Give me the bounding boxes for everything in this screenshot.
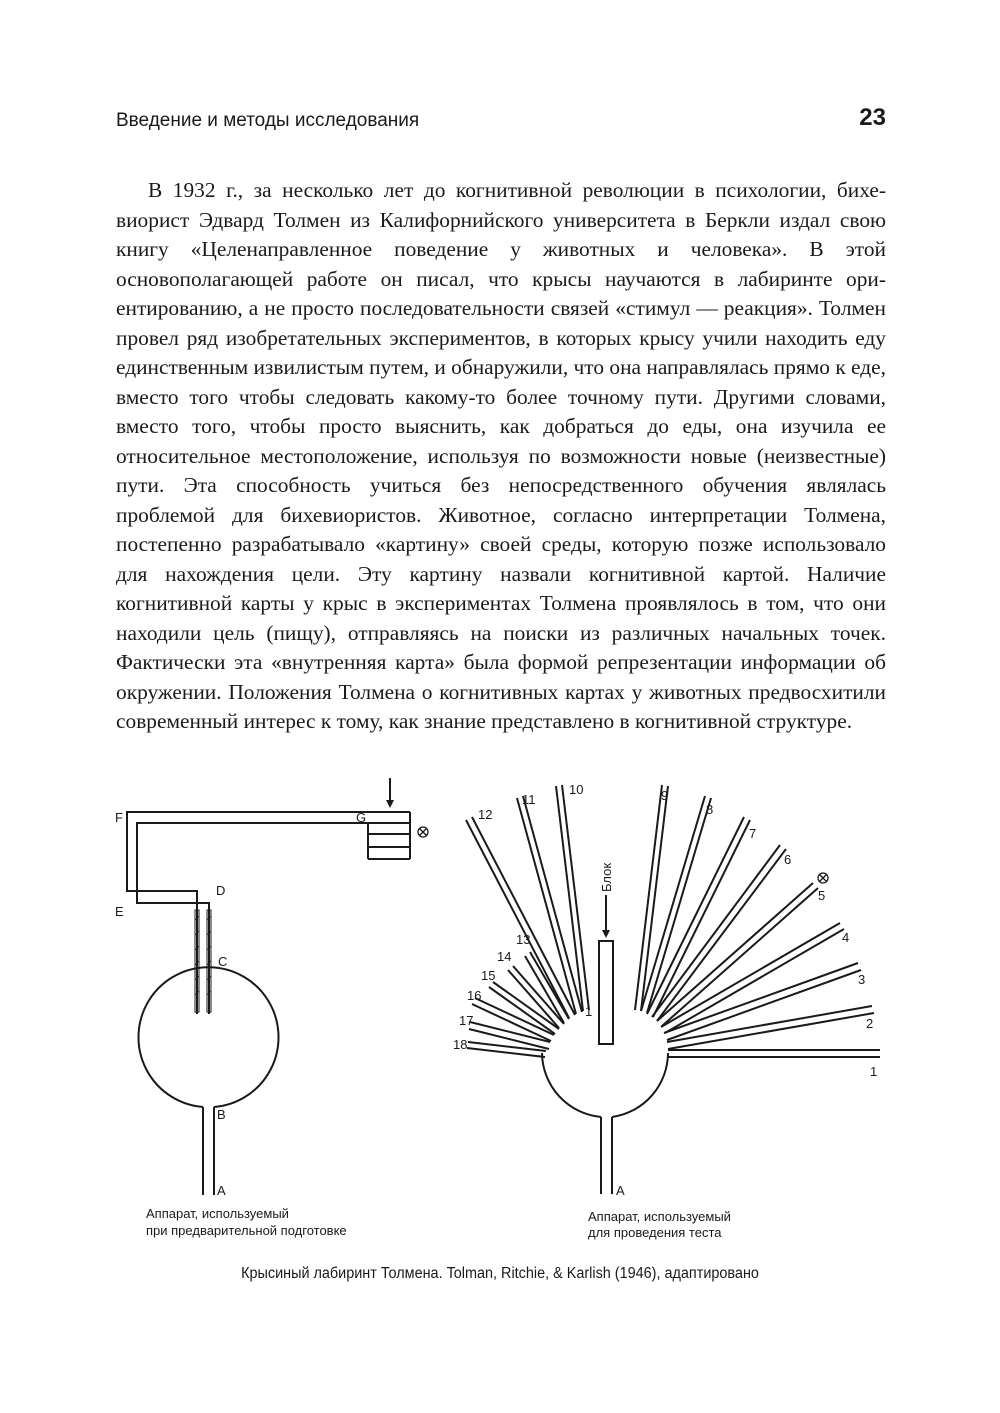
training-caption-line2: при предварительной подготовке bbox=[146, 1223, 347, 1238]
path-number: 12 bbox=[478, 807, 493, 822]
label-e: E bbox=[115, 904, 124, 919]
label-a: A bbox=[217, 1183, 226, 1198]
path-number: 13 bbox=[516, 932, 531, 947]
training-path-inner bbox=[127, 812, 368, 912]
food-icon-test bbox=[818, 873, 828, 883]
radial-paths bbox=[466, 785, 880, 1057]
maze-figure bbox=[100, 770, 900, 1240]
path-number: 6 bbox=[784, 852, 792, 867]
training-path-outer bbox=[137, 823, 368, 912]
body-paragraph: В 1932 г., за несколько лет до когнитивной революции в психологии, бихевиорист Эдвард Толмен из Калифорнийского университета в Беркли издал свою книгу «Целенаправленное поведение у животных и человека». В этой основополагающей работе он писал, что крысы научаются в лабиринте ориентированию, а не просто последовательности связей «стимул — реакция». Толмен провел ряд изобретательных экспериментов, в которых крысу учили находить еду единственным извилистым путем, и обнаружили, что она направлялась прямо к еде, вместо того чтобы следовать какому-то более точному пути. Другими словами, вместо того, чтобы просто выяснить, как добраться до еды, она изучила ее относительное местоположение, используя по возможности новые (неизвестные) пути. Эта способность учиться без непосредственного обучения являлась проблемой для бихевиористов. Животное, согласно интерпретации Толмена, постепенно разрабатывало «картину» своей среды, которую позже использовало для нахождения цели. Эту картину назвали когнитивной картой. Наличие когнитивной карты у крыс в экспериментах Толмена проявлялось в том, что они находили цель (пищу), отправляясь на поиски из различных начальных точек. Фактически эта «внутренняя карта» была формой репрезентации информации об окружении. Положения Толмена о когнитивных картах у животных предвосхитили современный интерес к тому, как знание представлено в когнитивной структуре. bbox=[116, 178, 886, 733]
maze-diagram bbox=[100, 770, 900, 1240]
path-number: 9 bbox=[661, 788, 669, 803]
food-icon bbox=[418, 827, 428, 837]
block-label: Блок bbox=[599, 862, 614, 892]
figure-caption: Крысиный лабиринт Толмена. Tolman, Ritchie, & Karlish (1946), адаптировано bbox=[241, 1265, 759, 1282]
running-title: Введение и методы исследования bbox=[116, 110, 420, 131]
path-number: 3 bbox=[858, 972, 866, 987]
path-number: 7 bbox=[749, 826, 757, 841]
path-number: 1 bbox=[870, 1064, 878, 1079]
page-number: 23 bbox=[859, 104, 886, 131]
path-number: 14 bbox=[497, 949, 512, 964]
blocked-path-number: 1 bbox=[585, 1004, 593, 1019]
path-number: 8 bbox=[706, 802, 714, 817]
test-caption-line2: для проведения теста bbox=[588, 1225, 722, 1240]
label-c: C bbox=[218, 954, 228, 969]
path-number: 5 bbox=[818, 888, 826, 903]
running-head bbox=[116, 104, 886, 136]
test-label-a: A bbox=[616, 1183, 625, 1198]
training-caption-line1: Аппарат, используемый bbox=[146, 1206, 289, 1221]
path-number: 2 bbox=[866, 1016, 874, 1031]
label-f: F bbox=[115, 810, 123, 825]
label-g: G bbox=[356, 810, 367, 825]
label-b: B bbox=[217, 1107, 226, 1122]
blocked-path bbox=[599, 941, 613, 1044]
path-number: 18 bbox=[453, 1037, 468, 1052]
path-number: 15 bbox=[481, 968, 496, 983]
test-caption-line1: Аппарат, используемый bbox=[588, 1209, 731, 1224]
test-chamber-left bbox=[542, 1053, 601, 1117]
path-number: 4 bbox=[842, 930, 850, 945]
path-number: 17 bbox=[459, 1013, 474, 1028]
path-number: 16 bbox=[467, 988, 482, 1003]
test-chamber-right bbox=[612, 1053, 668, 1117]
path-number: 10 bbox=[569, 782, 584, 797]
label-d: D bbox=[216, 883, 226, 898]
training-apparatus bbox=[127, 778, 410, 1195]
path-number: 11 bbox=[522, 792, 536, 807]
